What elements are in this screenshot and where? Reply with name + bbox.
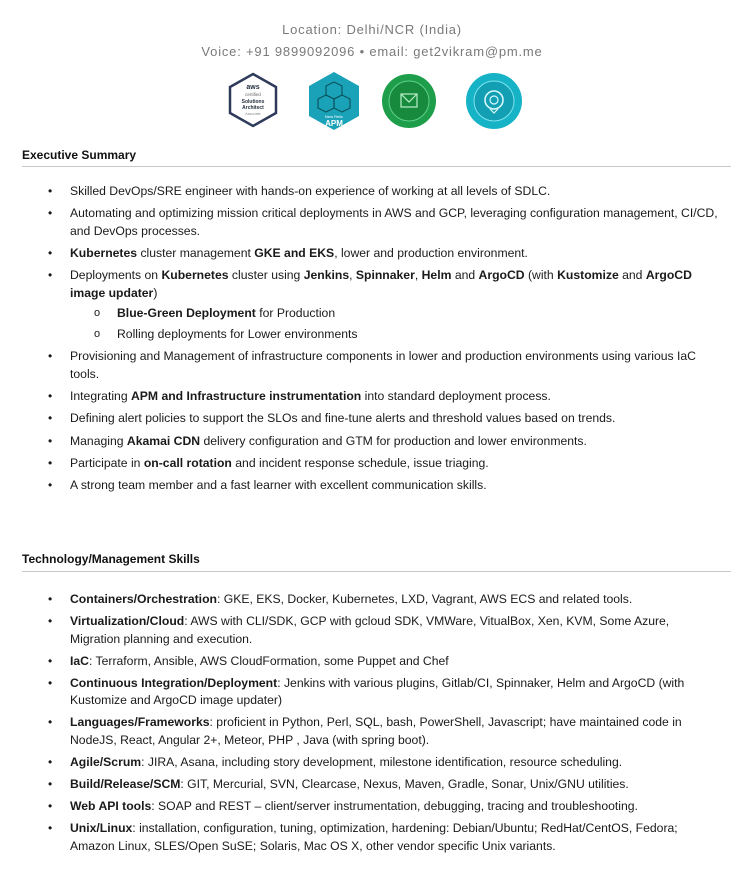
bullet-icon: • — [48, 592, 53, 606]
aws-badge-line-2: Solutions — [241, 99, 265, 105]
bold-keyword: Helm — [421, 268, 452, 283]
skills-list — [22, 591, 722, 860]
teal-certification-badge — [465, 72, 523, 130]
aws-badge-line-0: aws — [246, 84, 260, 91]
text-segment: and — [451, 268, 479, 283]
text-segment: Managing — [70, 433, 127, 448]
text-segment: Deployments on — [70, 268, 162, 283]
text-segment: delivery configuration and GTM for production and lower environments. — [200, 433, 587, 448]
bold-keyword: Akamai CDN — [126, 433, 201, 448]
text-segment: into standard deployment process. — [361, 388, 551, 403]
location-text: Location: Delhi/NCR (India) — [282, 22, 462, 37]
text-segment: ) — [153, 285, 158, 300]
text-segment: , — [414, 268, 422, 283]
aws-solutions-architect-badge — [227, 72, 279, 128]
skill-item — [22, 820, 722, 855]
bullet-icon: • — [48, 268, 53, 283]
skill-item — [22, 591, 722, 609]
bold-keyword: Spinnaker — [355, 268, 415, 283]
bold-keyword: APM and Infrastructure instrumentation — [130, 388, 362, 403]
summary-item — [22, 267, 722, 343]
text-segment: Rolling deployments for Lower environments — [117, 326, 358, 341]
text-segment: : GKE, EKS, Docker, Kubernetes, LXD, Vagrant, AWS ECS and related tools. — [216, 592, 633, 606]
bold-keyword: Continuous Integration/Deployment — [70, 675, 278, 690]
bold-keyword: ArgoCD — [478, 268, 525, 283]
bold-keyword: Jenkins — [303, 268, 350, 283]
apm-badge-sublabel: New Relic — [324, 114, 344, 119]
text-segment: : GIT, Mercurial, SVN, Clearcase, Nexus, Maven, Gradle, Sonar, Unix/GNU utilities. — [180, 777, 629, 792]
summary-item — [22, 477, 722, 495]
bullet-icon: • — [48, 433, 53, 448]
text-segment: and — [618, 268, 646, 283]
aws-badge-line-4: Associate — [245, 112, 261, 116]
bold-keyword: Build/Release/SCM — [70, 777, 181, 792]
text-segment: A strong team member and a fast learner with excellent communication skills. — [70, 478, 487, 493]
text-segment: : SOAP and REST – client/server instrumentation, debugging, tracing and troubleshooting. — [151, 799, 638, 814]
bold-keyword: Kubernetes — [161, 268, 229, 283]
bullet-icon: • — [48, 821, 53, 836]
text-segment: Skilled DevOps/SRE engineer with hands-on experience of working at all levels of SDLC. — [70, 184, 551, 198]
skill-item — [22, 776, 722, 794]
summary-item — [22, 433, 722, 451]
bullet-icon: • — [48, 388, 53, 403]
text-segment: Participate in — [70, 455, 144, 470]
bold-keyword: GKE and EKS — [254, 246, 335, 261]
bullet-icon: • — [48, 675, 53, 690]
sub-list-item — [70, 305, 722, 323]
bullet-icon: • — [48, 754, 53, 769]
text-segment: : installation, configuration, tuning, optimization, hardening: Debian/Ubuntu; RedHat/CentOS, Fedora; Amazon Linux, SLES/Open SuSE; Solaris, Mac OS X, other vendor specific Unix variants. — [70, 821, 678, 853]
bold-keyword: Blue-Green Deployment — [117, 306, 256, 321]
bold-keyword: Virtualization/Cloud — [70, 614, 185, 629]
skills-heading: Technology/Management Skills — [22, 552, 200, 566]
text-segment: : AWS with CLI/SDK, GCP with gcloud SDK, VMWare, VitualBox, Xen, KVM, Some Azure, Migration planning and execution. — [70, 614, 670, 646]
bullet-icon: • — [48, 614, 53, 629]
bold-keyword: IaC — [70, 653, 89, 668]
text-segment: cluster using — [228, 268, 304, 283]
text-segment: , — [349, 268, 356, 283]
bullet-icon: • — [48, 478, 53, 493]
bullet-icon: • — [48, 777, 53, 792]
contact-text: Voice: +91 9899092096 • email: get2vikram@pm.me — [201, 44, 543, 59]
summary-item — [22, 410, 722, 428]
summary-item — [22, 205, 722, 240]
text-segment: : Terraform, Ansible, AWS CloudFormation, some Puppet and Chef — [88, 653, 449, 668]
summary-item — [22, 245, 722, 263]
bold-keyword: Languages/Frameworks — [70, 715, 210, 730]
bold-keyword: on-call rotation — [143, 455, 232, 470]
text-segment: for Production — [255, 306, 336, 321]
text-segment: Defining alert policies to support the SLOs and fine-tune alerts and threshold values based on trends. — [70, 411, 616, 426]
text-segment: (with — [524, 268, 558, 283]
newrelic-apm-badge — [307, 70, 361, 132]
skill-item — [22, 675, 722, 710]
skill-item — [22, 613, 722, 648]
aws-badge-line-1: certified — [245, 92, 261, 97]
text-segment: Provisioning and Management of infrastructure components in lower and production environments using various IaC tools. — [70, 349, 696, 381]
bullet-icon: • — [48, 799, 53, 814]
hollow-bullet-icon: o — [94, 307, 101, 320]
skill-item — [22, 754, 722, 772]
text-segment: : JIRA, Asana, including story development, milestone identification, resource scheduling. — [141, 754, 623, 769]
text-segment: : Jenkins with various plugins, Gitlab/CI, Spinnaker, Helm and ArgoCD (with Kustomize and ArgoCD image updater) — [70, 675, 685, 708]
executive-summary-list — [22, 183, 722, 499]
bullet-icon: • — [48, 455, 53, 470]
summary-item — [22, 455, 722, 473]
text-segment: Integrating — [70, 388, 131, 403]
bold-keyword: Kustomize — [557, 268, 619, 283]
text-segment: cluster management — [137, 246, 255, 261]
skill-item — [22, 714, 722, 749]
executive-summary-heading: Executive Summary — [22, 148, 137, 162]
summary-item — [22, 348, 722, 383]
bullet-icon: • — [48, 246, 53, 261]
skill-item — [22, 653, 722, 671]
apm-badge-label: APM — [325, 119, 343, 128]
bullet-icon: • — [48, 206, 53, 221]
bold-keyword: Unix/Linux — [70, 821, 133, 836]
text-segment: : proficient in Python, Perl, SQL, bash, PowerShell, Javascript; have maintained code in NodeJS, React, Angular 2+, Meteor, PHP , Java (with spring boot). — [70, 715, 682, 747]
bold-keyword: Web API tools — [70, 799, 152, 814]
bold-keyword: Containers/Orchestration — [70, 592, 217, 606]
bullet-icon: • — [48, 653, 53, 668]
bullet-icon: • — [48, 411, 53, 426]
bullet-icon: • — [48, 715, 53, 730]
bullet-icon: • — [48, 349, 53, 364]
skills-divider — [22, 571, 731, 572]
executive-summary-divider — [22, 166, 731, 167]
aws-badge-line-3: Architect — [242, 105, 264, 111]
hollow-bullet-icon: o — [94, 327, 101, 340]
sub-list — [70, 305, 722, 343]
green-certification-badge — [381, 72, 437, 130]
text-segment: and incident response schedule, issue triaging. — [231, 455, 489, 470]
bold-keyword: Agile/Scrum — [70, 754, 142, 769]
bold-keyword: ArgoCD image updater — [70, 268, 692, 300]
summary-item — [22, 388, 722, 406]
bold-keyword: Kubernetes — [70, 246, 138, 261]
bullet-icon: • — [48, 184, 53, 198]
sub-list-item — [70, 326, 722, 344]
text-segment: , lower and production environment. — [334, 246, 528, 261]
summary-item — [22, 183, 722, 201]
skill-item — [22, 798, 722, 816]
text-segment: Automating and optimizing mission critical deployments in AWS and GCP, leveraging configuration management, CI/CD, and DevOps processes. — [70, 206, 718, 238]
